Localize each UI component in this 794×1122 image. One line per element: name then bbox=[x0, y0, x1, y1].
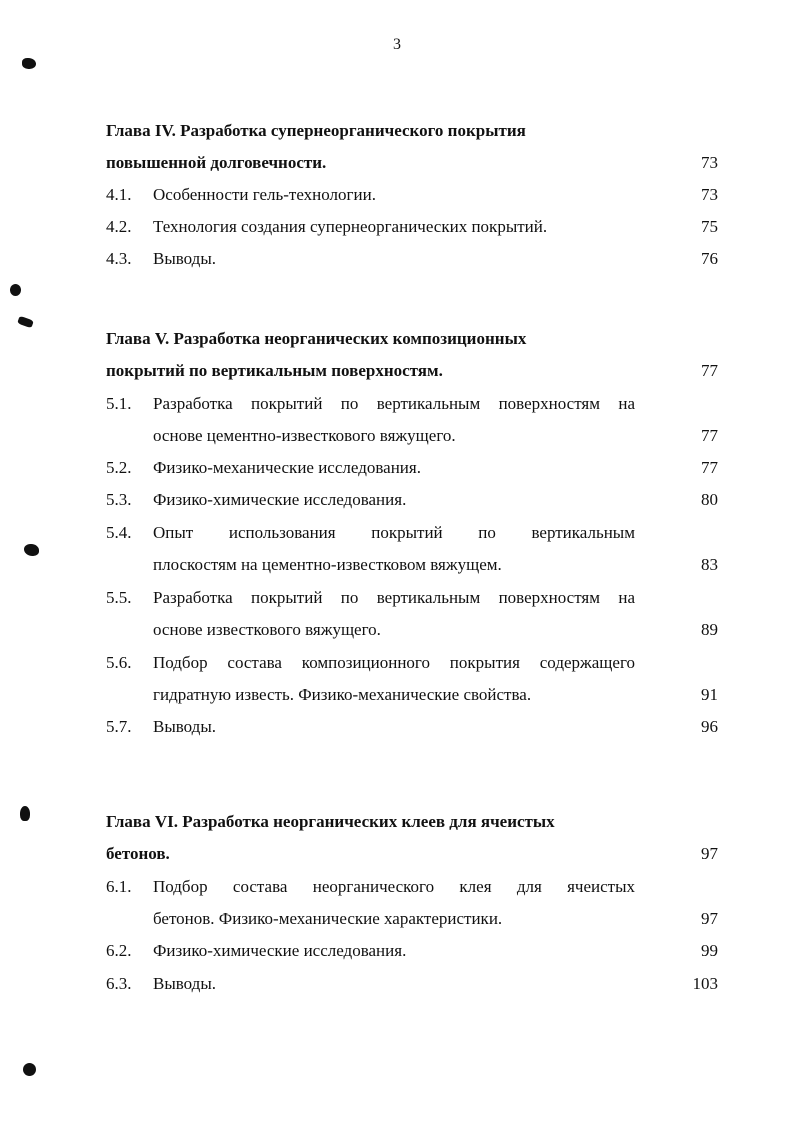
toc-item-text-line1: Подбор состава композиционного покрытия содержащего bbox=[153, 653, 635, 672]
toc-item-text-line2: гидратную известь. Физико-механические свойства. bbox=[153, 685, 532, 704]
toc-item-text-line1: Разработка покрытий по вертикальным поверхностям на bbox=[153, 394, 635, 413]
toc-item-number: 6.2. bbox=[106, 941, 132, 960]
toc-item-text-line1: Опыт использования покрытий по вертикальным bbox=[153, 523, 635, 542]
toc-item-page: 77 bbox=[701, 426, 718, 445]
toc-item-text: Выводы. bbox=[153, 249, 217, 268]
toc-item-text-line2: основе цементно-известкового вяжущего. bbox=[153, 426, 456, 445]
toc-item-number: 5.5. bbox=[106, 588, 132, 607]
chapter-4-page: 73 bbox=[701, 153, 718, 172]
chapter-4-title-line2: повышенной долговечности. bbox=[106, 153, 327, 172]
toc-item-page: 99 bbox=[701, 941, 718, 960]
toc-item-text: Особенности гель-технологии. bbox=[153, 185, 376, 204]
chapter-4-title-line1: Глава IV. Разработка супернеорганического покрытия bbox=[106, 121, 526, 140]
toc-item-number: 4.2. bbox=[106, 217, 132, 236]
toc-item-page: 89 bbox=[701, 620, 718, 639]
toc-item-number: 5.7. bbox=[106, 717, 132, 736]
chapter-6-title-line2: бетонов. bbox=[106, 844, 170, 863]
toc-item-number: 5.2. bbox=[106, 458, 132, 477]
toc-item-text: Выводы. bbox=[153, 974, 217, 993]
scan-spot bbox=[22, 58, 36, 69]
toc-item-page: 96 bbox=[701, 717, 718, 736]
toc-item-text-line2: основе известкового вяжущего. bbox=[153, 620, 381, 639]
toc-item-text: Физико-механические исследования. bbox=[153, 458, 421, 477]
chapter-5-title-line2: покрытий по вертикальным поверхностям. bbox=[106, 361, 443, 380]
chapter-5-page: 77 bbox=[701, 361, 718, 380]
toc-item-number: 4.3. bbox=[106, 249, 132, 268]
scan-spot bbox=[24, 544, 39, 556]
scan-spot bbox=[23, 1063, 36, 1076]
toc-item-page: 83 bbox=[701, 555, 718, 574]
toc-item-number: 6.1. bbox=[106, 877, 132, 896]
toc-item-page: 73 bbox=[701, 185, 718, 204]
toc-item-number: 5.3. bbox=[106, 490, 132, 509]
toc-item-text-line1: Разработка покрытий по вертикальным поверхностям на bbox=[153, 588, 635, 607]
toc-item-page: 76 bbox=[701, 249, 718, 268]
toc-item-text-line2: плоскостям на цементно-известковом вяжущем. bbox=[153, 555, 502, 574]
toc-item-text: Выводы. bbox=[153, 717, 217, 736]
toc-item-number: 4.1. bbox=[106, 185, 132, 204]
toc-item-page: 77 bbox=[701, 458, 718, 477]
toc-item-number: 5.4. bbox=[106, 523, 132, 542]
toc-item-number: 5.1. bbox=[106, 394, 132, 413]
chapter-5-title-line1: Глава V. Разработка неорганических композиционных bbox=[106, 329, 527, 348]
toc-item-page: 91 bbox=[701, 685, 718, 704]
chapter-6-page: 97 bbox=[701, 844, 718, 863]
toc-item-page: 97 bbox=[701, 909, 718, 928]
scan-spot bbox=[20, 806, 30, 821]
scan-spot bbox=[17, 316, 34, 329]
toc-item-text: Физико-химические исследования. bbox=[153, 941, 407, 960]
toc-item-number: 6.3. bbox=[106, 974, 132, 993]
toc-item-number: 5.6. bbox=[106, 653, 132, 672]
chapter-6-title-line1: Глава VI. Разработка неорганических клеев для ячеистых bbox=[106, 812, 555, 831]
toc-item-text: Технология создания супернеорганических покрытий. bbox=[153, 217, 548, 236]
toc-item-text-line1: Подбор состава неорганического клея для ячеистых bbox=[153, 877, 635, 896]
toc-item-text-line2: бетонов. Физико-механические характеристики. bbox=[153, 909, 503, 928]
toc-item-page: 75 bbox=[701, 217, 718, 236]
toc-item-page: 80 bbox=[701, 490, 718, 509]
page-number: 3 bbox=[393, 36, 401, 53]
toc-item-page: 103 bbox=[692, 974, 718, 993]
toc-item-text: Физико-химические исследования. bbox=[153, 490, 407, 509]
scan-spot bbox=[10, 284, 21, 296]
